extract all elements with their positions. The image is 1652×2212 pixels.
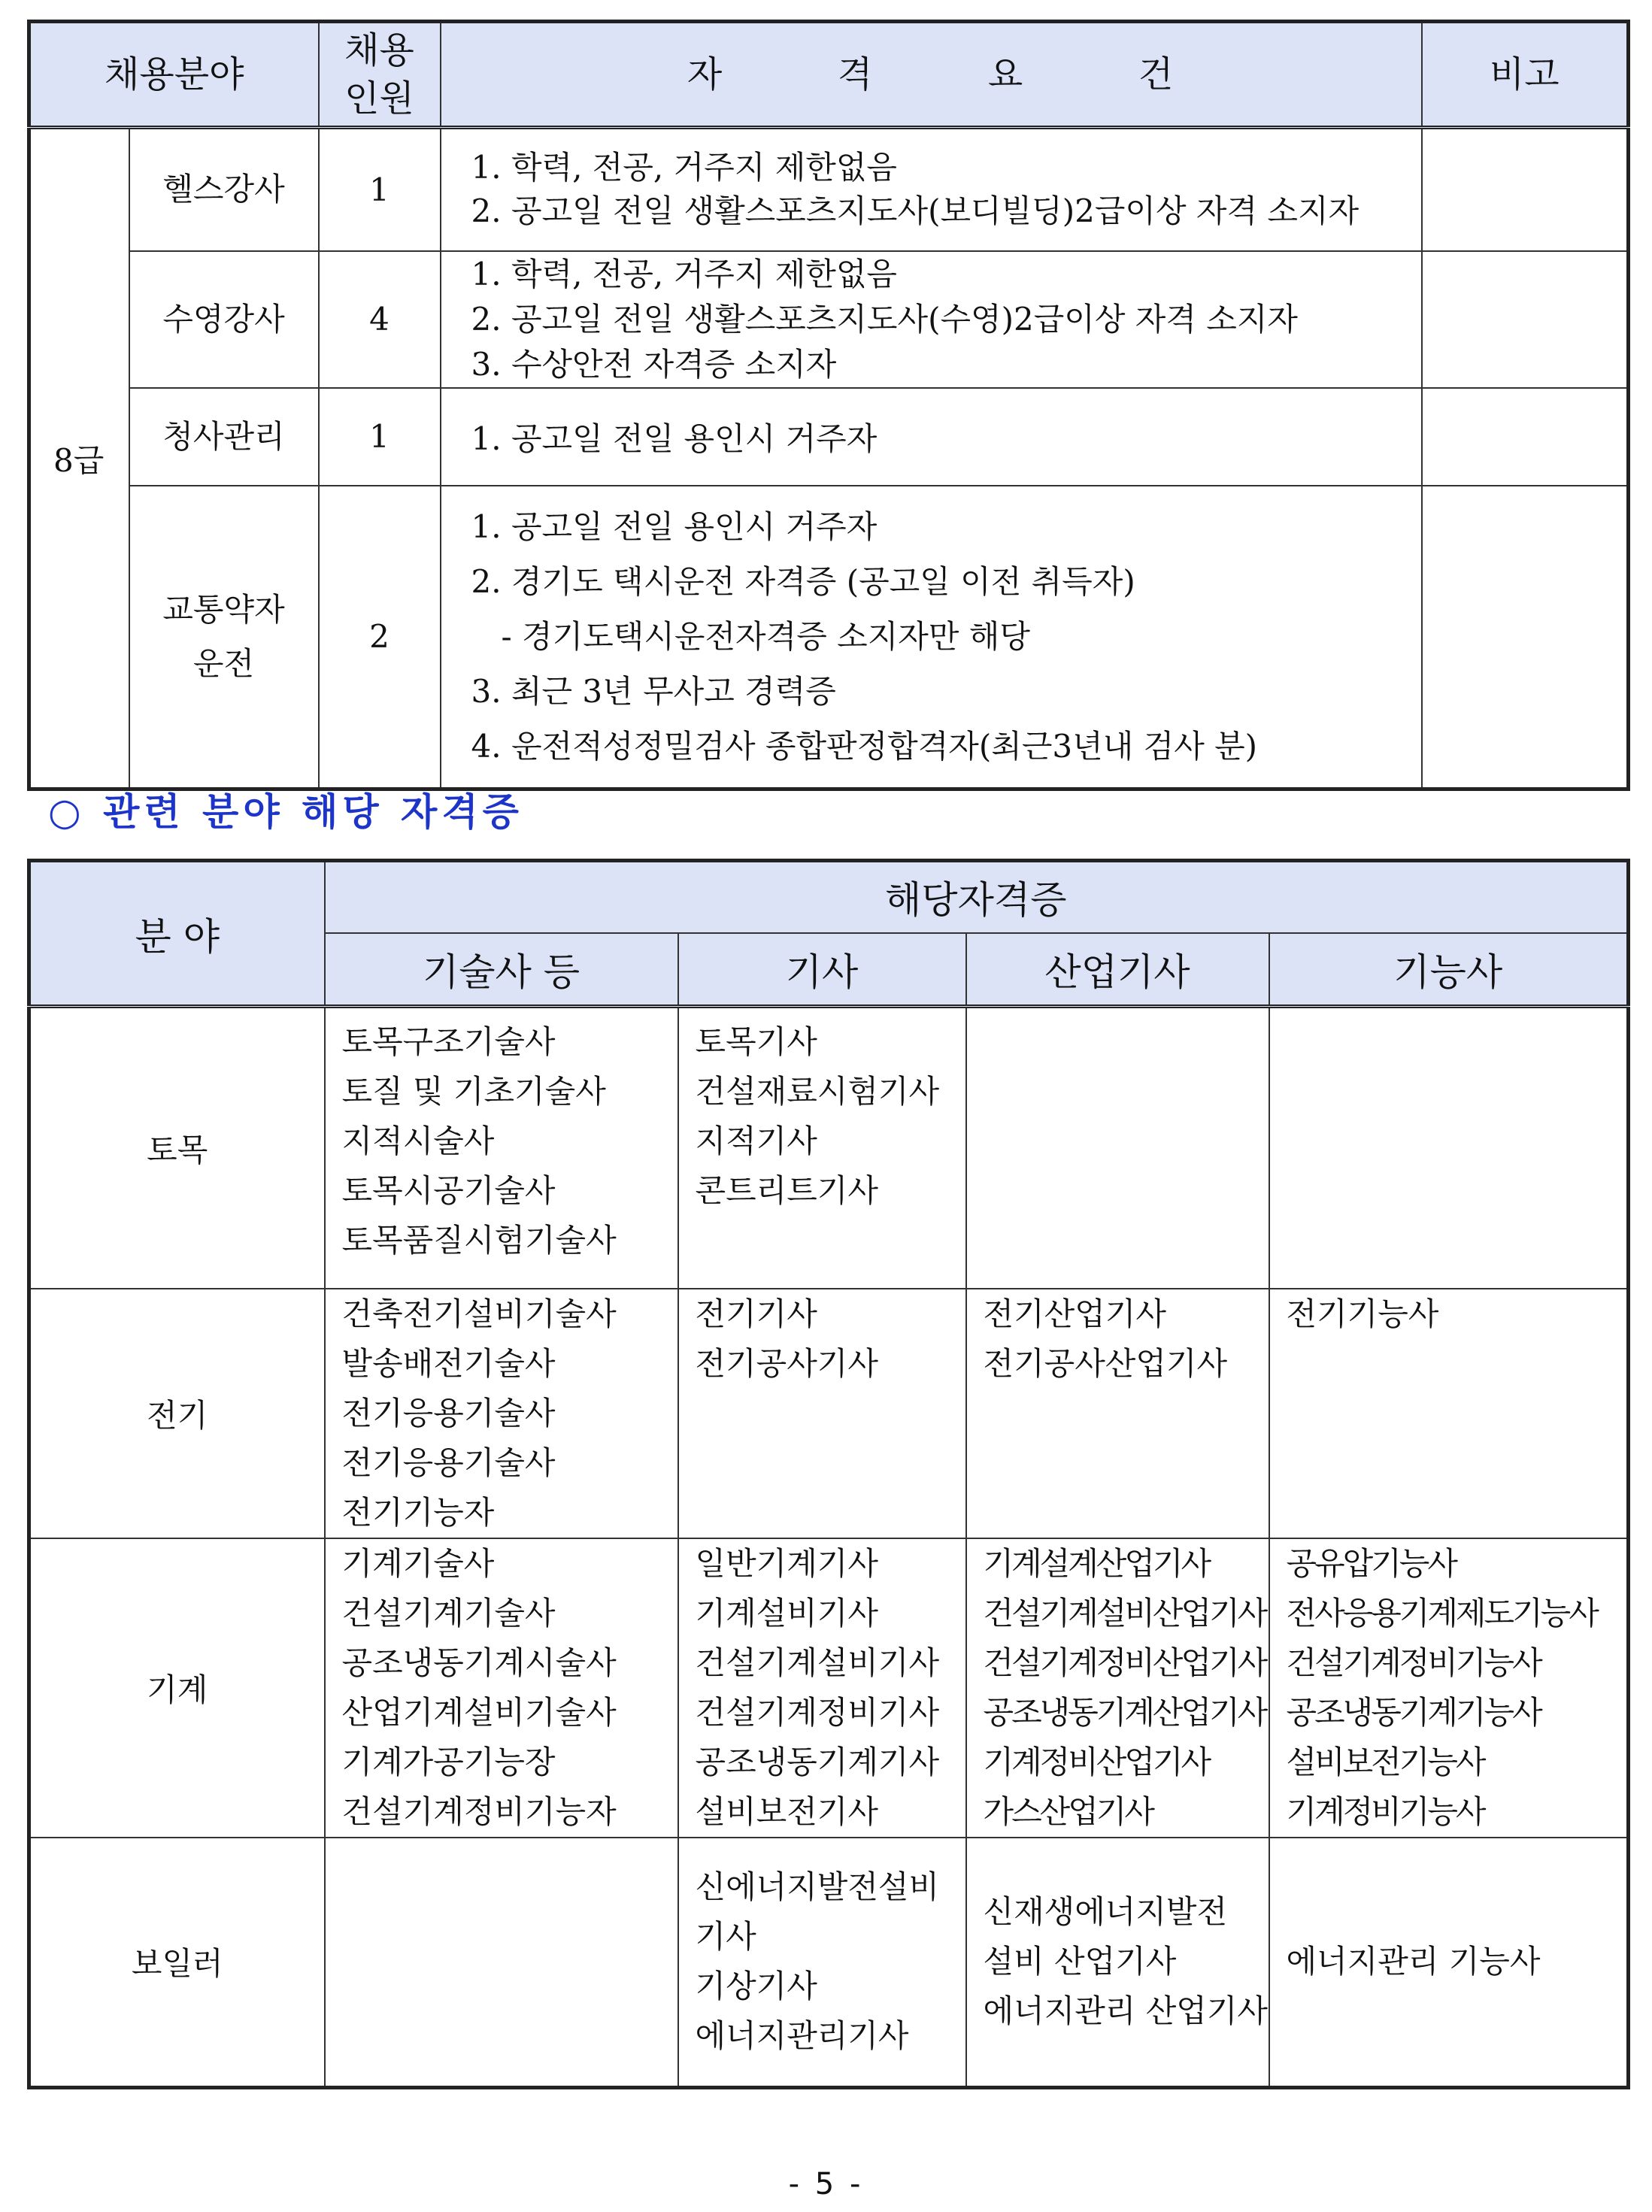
field-cell: 헬스강사 [129,128,319,251]
engineer-cell: 토목기사 건설재료시험기사 지적기사 콘트리트기사 [678,1007,966,1289]
technician-cell: 토목구조기술사 토질 및 기초기술사 지적시술사 토목시공기술사 토목품질시험기술사 [325,1007,678,1289]
field-cell: 청사관리 [129,388,319,486]
table-row [29,128,1629,251]
count-cell: 4 [319,251,441,388]
qualification-cell: 1. 공고일 전일 용인시 거주자 2. 경기도 택시운전 자격증 (공고일 이전 취득자) - 경기도택시운전자격증 소지자만 해당 3. 최근 3년 무사고 경력증 4. 운전적성정밀검사 종합판정합격자(최근3년내 검사 분) [441,486,1422,789]
engineer-cell: 전기기사 전기공사기사 [678,1289,966,1538]
grade-cell: 8급 [29,128,129,789]
header-count: 채용 인원 [319,22,441,128]
industrial-engineer-cell: 전기산업기사 전기공사산업기사 [966,1289,1269,1538]
qualification-cell: 1. 학력, 전공, 거주지 제한없음 2. 공고일 전일 생활스포츠지도사(수영)2급이상 자격 소지자 3. 수상안전 자격증 소지자 [441,251,1422,388]
count-cell: 1 [319,388,441,486]
field-cell: 수영강사 [129,251,319,388]
header-certificates: 해당자격증 [325,861,1629,933]
count-cell: 2 [319,486,441,789]
certificate-header-row [29,861,1629,933]
header-craftsman: 기능사 [1269,933,1629,1007]
remarks-cell [1422,128,1629,251]
header-engineer: 기사 [678,933,966,1007]
field-cell: 기계 [29,1538,325,1838]
remarks-cell [1422,388,1629,486]
engineer-cell: 일반기계기사 기계설비기사 건설기계설비기사 건설기계정비기사 공조냉동기계기사 설비보전기사 [678,1538,966,1838]
technician-cell: 건축전기설비기술사 발송배전기술사 전기응용기술사 전기응용기술사 전기기능자 [325,1289,678,1538]
table-row [29,1538,1629,1838]
header-field: 분 야 [29,861,325,1007]
header-qualification: 자 격 요 건 [441,22,1422,128]
header-industrial-engineer: 산업기사 [966,933,1269,1007]
craftsman-cell: 에너지관리 기능사 [1269,1838,1629,2088]
industrial-engineer-cell: 신재생에너지발전 설비 산업기사 에너지관리 산업기사 [966,1838,1269,2088]
table-row [29,251,1629,388]
page-number: - 5 - [788,2167,864,2201]
qualification-cell: 1. 공고일 전일 용인시 거주자 [441,388,1422,486]
header-remarks: 비고 [1422,22,1629,128]
count-cell: 1 [319,128,441,251]
industrial-engineer-cell [966,1007,1269,1289]
certificate-table [27,859,1630,2089]
table-row [29,388,1629,486]
remarks-cell [1422,486,1629,789]
remarks-cell [1422,251,1629,388]
header-field: 채용분야 [29,22,319,128]
header-technician: 기술사 등 [325,933,678,1007]
table-row [29,1289,1629,1538]
recruitment-header-row [29,22,1629,128]
recruitment-table [27,20,1630,791]
table-row [29,1007,1629,1289]
field-cell: 토목 [29,1007,325,1289]
table-row [29,1838,1629,2088]
craftsman-cell [1269,1007,1629,1289]
industrial-engineer-cell: 기계설계산업기사 건설기계설비산업기사 건설기계정비산업기사 공조냉동기계산업기사 기계정비산업기사 가스산업기사 [966,1538,1269,1838]
craftsman-cell: 공유압기능사 전사응용기계제도기능사 건설기계정비기능사 공조냉동기계기능사 설비보전기능사 기계정비기능사 [1269,1538,1629,1838]
technician-cell [325,1838,678,2088]
technician-cell: 기계기술사 건설기계기술사 공조냉동기계시술사 산업기계설비기술사 기계가공기능장 건설기계정비기능자 [325,1538,678,1838]
engineer-cell: 신에너지발전설비 기사 기상기사 에너지관리기사 [678,1838,966,2088]
qualification-cell: 1. 학력, 전공, 거주지 제한없음 2. 공고일 전일 생활스포츠지도사(보디빌딩)2급이상 자격 소지자 [441,128,1422,251]
craftsman-cell: 전기기능사 [1269,1289,1629,1538]
table-row [29,486,1629,789]
field-cell: 교통약자 운전 [129,486,319,789]
field-cell: 전기 [29,1289,325,1538]
section-heading: ○ 관련 분야 해당 자격증 [48,790,523,834]
field-cell: 보일러 [29,1838,325,2088]
